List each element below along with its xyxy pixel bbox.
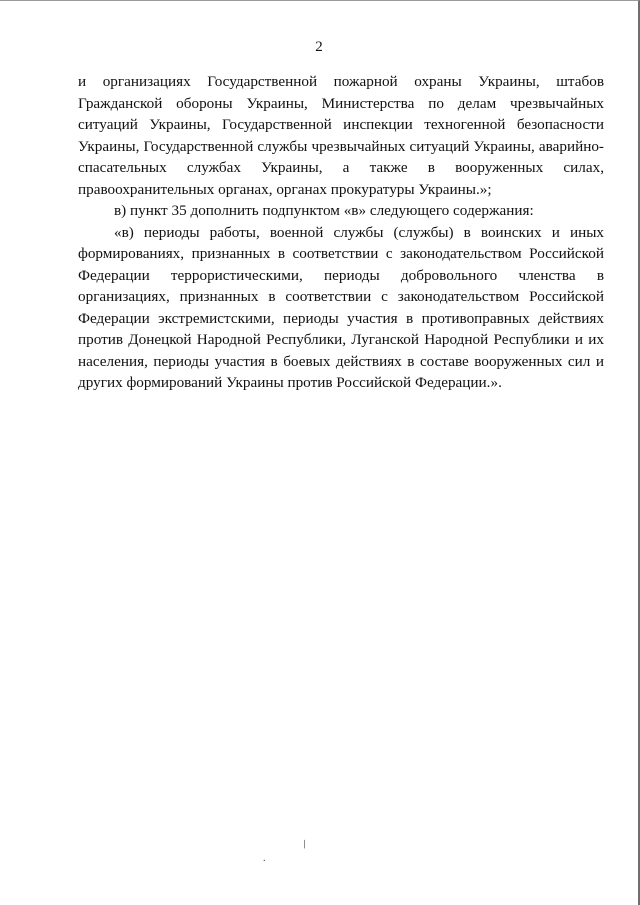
paragraph-subclause-v: «в) периоды работы, военной службы (службы) в воинских и иных формированиях, признанных в соответствии с законодательством Российской Федерации террористическими, периоды добровольного членства в организациях, признанных в соответствии с законодательством Российской Федерации экстремистскими, периоды участия в противоправных действиях против Донецкой Народной Республики, Луганской Народной Республики и их населения, периоды участия в боевых действиях в составе вооруженных сил и других формирований Украины против Российской Федерации.». [78,223,604,391]
scan-artifact-dot: . [263,853,266,864]
scan-artifact-mark: / [300,836,309,852]
paragraph-continuation: и организациях Государственной пожарной охраны Украины, штабов Гражданской обороны Украины, Министерства по делам чрезвычайных ситуаций Украины, Государственной инспекции техногенной безопасности Украины, Государственной службы чрезвычайных ситуаций Украины, аварийно-спасательных службах Украины, а также в вооруженных силах, правоохранительных органах, органах прокуратуры Украины.»; [78,73,604,198]
document-body [78,71,604,394]
paragraph-amendment-intro: в) пункт 35 дополнить подпунктом «в» следующего содержания: [114,202,534,219]
page-number: 2 [315,39,323,55]
